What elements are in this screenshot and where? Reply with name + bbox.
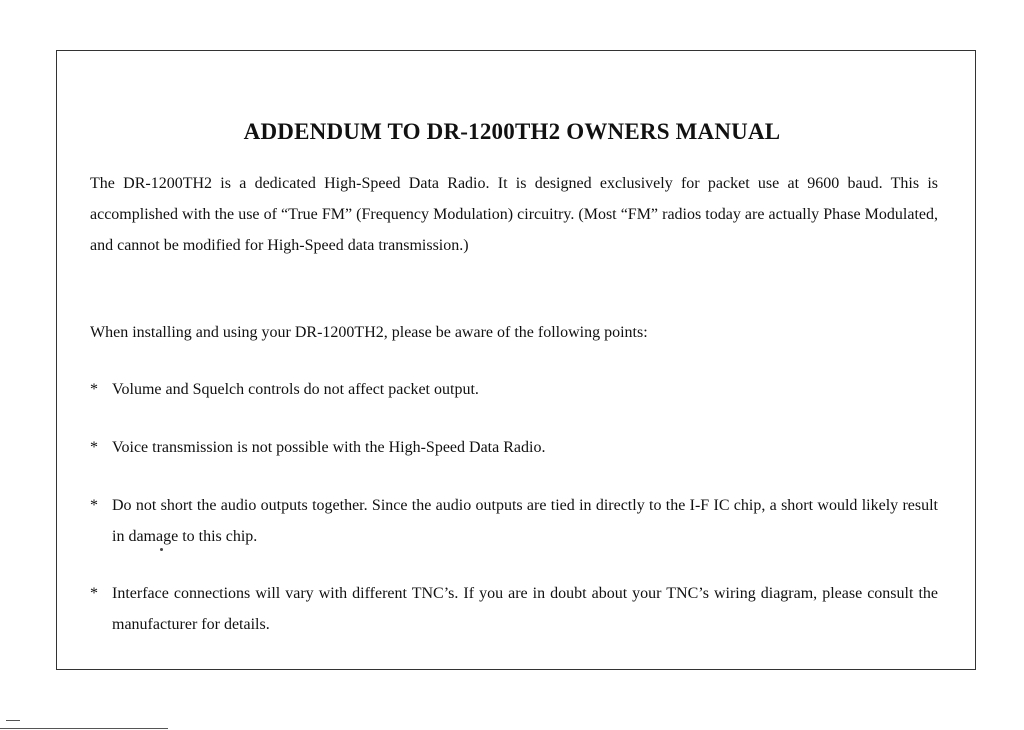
list-item-text: Interface connections will vary with different TNC’s. If you are in doubt about your TNC’s wiring diagram, please consult the manufacturer for details. — [112, 585, 938, 633]
bullet-icon: * — [90, 381, 98, 398]
bullet-icon: * — [90, 439, 98, 456]
footer-mark — [6, 720, 20, 721]
footer-rule — [0, 728, 168, 729]
list-item — [90, 374, 938, 405]
list-item-text: Volume and Squelch controls do not affect packet output. — [112, 381, 479, 398]
bullet-icon: * — [90, 497, 98, 514]
list-item — [90, 578, 938, 640]
list-item — [90, 490, 938, 552]
bullet-icon: * — [90, 585, 98, 602]
list-item — [90, 432, 938, 463]
scan-speck — [160, 548, 163, 551]
lead-in-paragraph: When installing and using your DR-1200TH2, please be aware of the following points: — [90, 324, 648, 341]
intro-paragraph: The DR-1200TH2 is a dedicated High-Speed Data Radio. It is designed exclusively for packet use at 9600 baud. This is accomplished with the use of “True FM” (Frequency Modulation) circuitry. (Most “FM” radios today are actually Phase Modulated, and cannot be modified for High-Speed data transmission.) — [90, 175, 938, 254]
list-item-text: Voice transmission is not possible with the High-Speed Data Radio. — [112, 439, 546, 456]
page-title: ADDENDUM TO DR-1200TH2 OWNERS MANUAL — [243, 119, 781, 145]
list-item-text: Do not short the audio outputs together. Since the audio outputs are tied in directly to the I-F IC chip, a short would likely result in damage to this chip. — [112, 497, 938, 545]
